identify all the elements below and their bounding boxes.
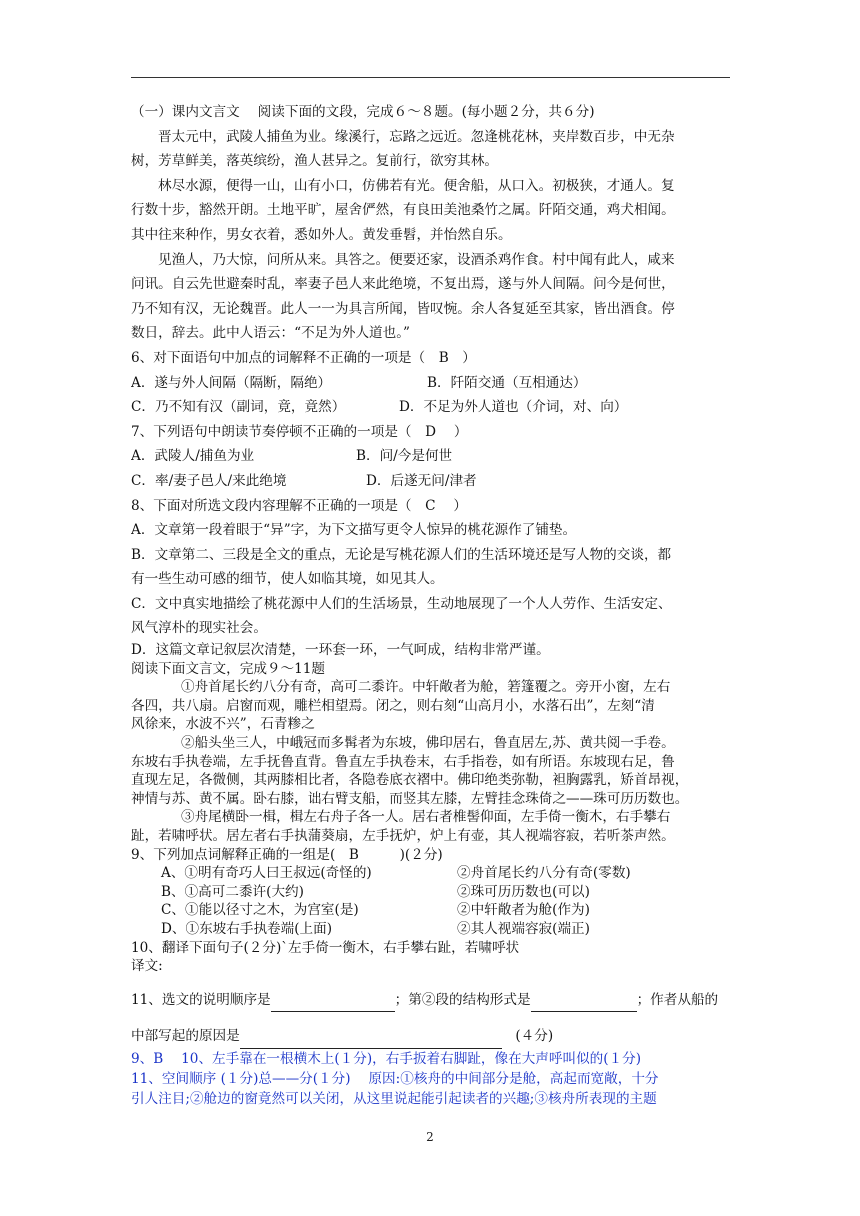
passage-1 bbox=[131, 125, 731, 346]
option: D、①东坡右手执卷端(上面) bbox=[161, 920, 333, 937]
option-row bbox=[131, 864, 731, 883]
option-line: A．文章第一段着眼于“异”字，为下文描写更令人惊异的桃花源作了铺垫。 bbox=[131, 522, 577, 539]
option: C．乃不知有汉（副词，竟，竟然） bbox=[131, 399, 346, 416]
question-7 bbox=[131, 420, 731, 494]
option-row bbox=[131, 444, 731, 469]
option-row bbox=[131, 371, 731, 396]
question-6 bbox=[131, 346, 731, 420]
passage-line: 神情与苏、黄不属。卧右膝，诎右臂支船，而竖其左膝，左臂挂念珠倚之——珠可历历数也。 bbox=[131, 790, 689, 807]
option-line: 风气淳朴的现实社会。 bbox=[131, 620, 267, 637]
option-row bbox=[131, 901, 731, 920]
passage-line: 见渔人，乃大惊，问所从来。具答之。便要还家，设酒杀鸡作食。村中闻有此人，咸来 bbox=[158, 251, 675, 268]
option-row bbox=[131, 920, 731, 939]
option: B．阡陌交通（互相通达） bbox=[427, 374, 587, 391]
passage-line: 直现左足，各微侧，其两膝相比者，各隐卷底衣褶中。佛印绝类弥勒，袒胸露乳，矫首昂视， bbox=[131, 772, 689, 789]
option: C．率/妻子邑人/来此绝境 bbox=[131, 472, 287, 489]
passage-line: 问讯。自云先世避秦时乱，率妻子邑人来此绝境，不复出焉，遂与外人间隔。问今是何世， bbox=[131, 276, 675, 293]
header-rule bbox=[131, 77, 730, 78]
answer-line: 引人注目;②舱边的窗竟然可以关闭，从这里说起能引起读者的兴趣;③核舟所表现的主题 bbox=[131, 1090, 657, 1107]
option-line: C．文中真实地描绘了桃花源中人们的生活场景，生动地展现了一个人人劳作、生活安定、 bbox=[131, 595, 672, 612]
passage-line: 东坡右手执卷端，左手抚鲁直背。鲁直左手执卷末，右手指卷，如有所语。东坡现右足，鲁 bbox=[131, 753, 675, 770]
question-11-line-1: 11、选文的说明顺序是 ；第②段的结构形式是 ；作者从船的 bbox=[131, 988, 731, 1013]
answer-blank[interactable] bbox=[271, 995, 395, 1012]
question-11-line-2: 中部写起的原因是 (４分) bbox=[131, 1024, 731, 1049]
option: C、①能以径寸之木，为宫室(是) bbox=[161, 902, 359, 919]
answer-line: 9、B 10、左手靠在一根横木上(１分)，右手扳着右脚趾，像在大声呼叫似的(１分) bbox=[131, 1050, 642, 1067]
option: ②珠可历历数也(可以) bbox=[457, 883, 590, 900]
question-stem: 6、对下面语句中加点的词解释不正确的一项是（ B ） bbox=[131, 349, 476, 366]
page-number: 2 bbox=[426, 1130, 434, 1144]
question-8 bbox=[131, 494, 731, 642]
answer-key bbox=[131, 1049, 731, 1109]
document-page bbox=[131, 100, 731, 1109]
passage-2-header: 阅读下面文言文，完成９～11题 bbox=[131, 660, 326, 677]
passage-line: 数日，辞去。此中人语云：“不足为外人道也。” bbox=[131, 325, 410, 342]
passage-line: 树，芳草鲜美，落英缤纷，渔人甚异之。复前行，欲穷其林。 bbox=[131, 153, 499, 170]
option: D．不足为外人道也（介词，对、向） bbox=[399, 399, 628, 416]
option: ②中轩敞者为舱(作为) bbox=[457, 902, 590, 919]
passage-line: 其中往来种作，男女衣着，悉如外人。黄发垂髫，并怡然自乐。 bbox=[131, 226, 512, 243]
option: D．后遂无问/津者 bbox=[366, 472, 477, 489]
question-stem: 7、下列语句中朗读节奏停顿不正确的一项是（ D ） bbox=[131, 423, 468, 440]
option-line: B．文章第二、三段是全文的重点，无论是写桃花源人们的生活环境还是写人物的交谈，都 bbox=[131, 546, 672, 563]
question-10-stem: 10、翻译下面句子(２分)ˋ左手倚一衡木，右手攀右趾，若啸呼状 bbox=[131, 939, 520, 956]
section-header: （一）课内文言文 阅读下面的文段，完成６～８题。(每小题２分，共６分) bbox=[131, 104, 595, 120]
option: ②舟首尾长约八分有奇(零数) bbox=[457, 865, 631, 882]
option: A．武陵人/捕鱼为业 bbox=[131, 448, 255, 465]
question-9-stem: 9、下列加点词解释正确的一组是( B )(２分) bbox=[131, 846, 443, 863]
option-row bbox=[131, 883, 731, 902]
passage-line: 乃不知有汉，无论魏晋。此人一一为具言所闻，皆叹惋。余人各复延至其家，皆出酒食。停 bbox=[131, 300, 675, 317]
passage-line: 晋太元中，武陵人捕鱼为业。缘溪行，忘路之远近。忽逢桃花林，夹岸数百步，中无杂 bbox=[158, 128, 675, 145]
passage-2-block bbox=[131, 641, 731, 976]
passage-line: 趾，若啸呼状。居左者右手执蒲葵扇，左手抚炉，炉上有壶，其人视端容寂，若听茶声然。 bbox=[131, 828, 675, 844]
answer-blank[interactable] bbox=[240, 1032, 502, 1049]
option-line: D．这篇文章记叙层次清楚，一环套一环，一气呵成，结构非常严谨。 bbox=[131, 642, 550, 659]
answer-blank[interactable] bbox=[531, 995, 637, 1012]
question-stem: 8、下面对所选文段内容理解不正确的一项是（ C ） bbox=[131, 497, 468, 514]
option: B、①高可二黍许(大约) bbox=[161, 883, 304, 900]
option-row bbox=[131, 395, 731, 420]
translation-label: 译文: bbox=[131, 958, 163, 975]
option: B．问/今是何世 bbox=[356, 448, 453, 465]
option: A、①明有奇巧人曰王叔远(奇怪的) bbox=[161, 865, 372, 882]
passage-line: 各四，共八扇。启窗而观，雕栏相望焉。闭之，则右刻“山高月小，水落石出”，左刻“清 bbox=[131, 697, 655, 714]
passage-line: ①舟首尾长约八分有奇，高可二黍许。中轩敞者为舱，箬篷覆之。旁开小窗，左右 bbox=[181, 679, 671, 696]
passage-line: ③舟尾横卧一楫，楫左右舟子各一人。居右者椎髻仰面，左手倚一衡木，右手攀右 bbox=[181, 809, 671, 826]
answer-line: 11、空间顺序 (１分)总——分(１分) 原因:①核舟的中间部分是舱，高起而宽敞，十分 bbox=[131, 1070, 659, 1087]
option: ②其人视端容寂(端正) bbox=[457, 920, 590, 937]
option: A．遂与外人间隔（隔断，隔绝） bbox=[131, 374, 332, 391]
option-line: 有一些生动可感的细节，使人如临其境，如见其人。 bbox=[131, 571, 444, 588]
passage-line: ②船头坐三人，中峨冠而多髯者为东坡，佛印居右，鲁直居左,苏、黄共阅一手卷。 bbox=[181, 735, 675, 752]
option-row bbox=[131, 469, 731, 494]
passage-line: 风徐来，水波不兴”，石青糁之 bbox=[131, 716, 315, 733]
passage-line: 林尽水源，便得一山，山有小口，仿佛若有光。便舍船，从口入。初极狭，才通人。复 bbox=[158, 177, 675, 194]
passage-line: 行数十步，豁然开朗。土地平旷，屋舍俨然，有良田美池桑竹之属。阡陌交通，鸡犬相闻。 bbox=[131, 202, 675, 219]
